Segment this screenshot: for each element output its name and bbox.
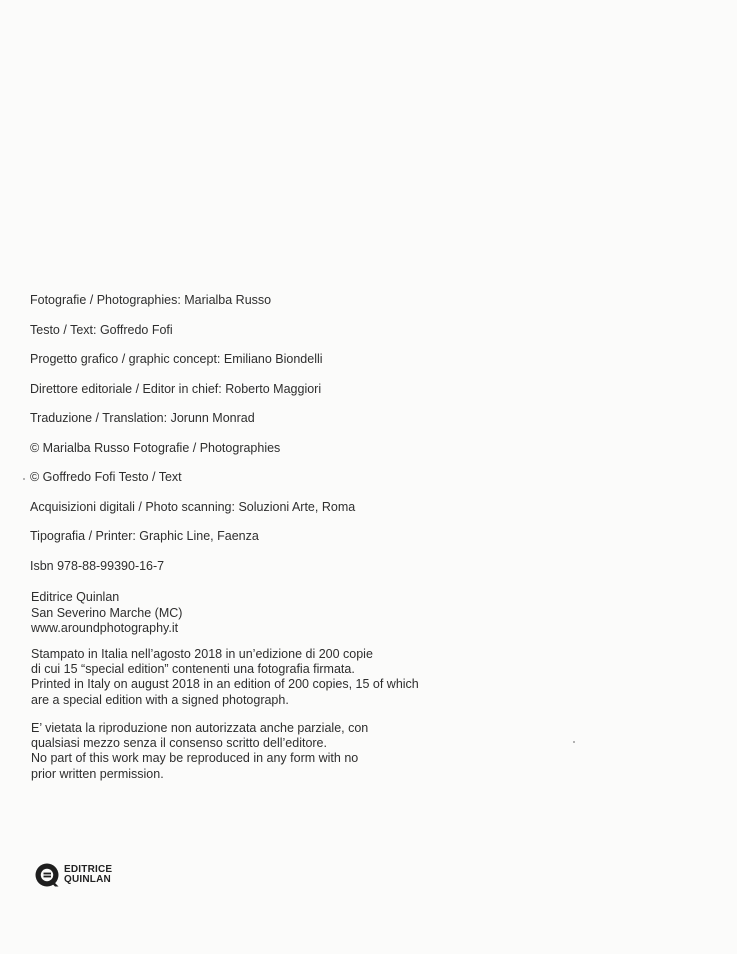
- credit-photo-scanning: Acquisizioni digitali / Photo scanning: Soluzioni Arte, Roma: [30, 499, 356, 514]
- credit-editor-in-chief: Direttore editoriale / Editor in chief: Roberto Maggiori: [30, 381, 322, 396]
- eq-monogram-icon: [34, 862, 60, 888]
- copyright-photographies: © Marialba Russo Fotografie / Photographies: [30, 440, 281, 455]
- rights-note-line: E’ vietata la riproduzione non autorizzata anche parziale, con: [31, 721, 369, 735]
- scan-speck: [573, 741, 575, 743]
- rights-note-line: prior written permission.: [31, 766, 164, 781]
- credits-list: [30, 291, 590, 586]
- scan-speck: [23, 478, 25, 480]
- publisher-info: [31, 590, 182, 637]
- publisher-city: San Severino Marche (MC): [31, 605, 183, 620]
- credit-graphic-concept: Progetto grafico / graphic concept: Emiliano Biondelli: [30, 352, 323, 366]
- logo-wordmark: [64, 865, 112, 885]
- publisher-logo: [34, 862, 112, 888]
- logo-line-2: QUINLAN: [64, 874, 111, 885]
- credit-translation: Traduzione / Translation: Jorunn Monrad: [30, 411, 255, 425]
- credit-photographies: Fotografie / Photographies: Marialba Russo: [30, 293, 272, 307]
- credit-text: Testo / Text: Goffredo Fofi: [30, 322, 173, 337]
- rights-note: [31, 721, 368, 782]
- isbn: Isbn 978-88-99390-16-7: [30, 558, 165, 573]
- edition-note-line: Stampato in Italia nell’agosto 2018 in un’edizione di 200 copie: [31, 647, 373, 661]
- publisher-name: Editrice Quinlan: [31, 590, 120, 604]
- edition-note-line: Printed in Italy on august 2018 in an edition of 200 copies, 15 of which: [31, 677, 419, 692]
- rights-note-line: qualsiasi mezzo senza il consenso scritto dell’editore.: [31, 736, 327, 751]
- copyright-text: © Goffredo Fofi Testo / Text: [30, 470, 182, 484]
- rights-note-line: No part of this work may be reproduced in any form with no: [31, 751, 359, 766]
- publisher-website: www.aroundphotography.it: [31, 621, 179, 635]
- edition-note-line: di cui 15 “special edition” contenenti una fotografia firmata.: [31, 662, 355, 677]
- edition-note-line: are a special edition with a signed photograph.: [31, 692, 289, 707]
- logo-line-1: EDITRICE: [64, 864, 113, 875]
- credit-printer: Tipografia / Printer: Graphic Line, Faenza: [30, 529, 259, 543]
- edition-note: [31, 647, 419, 708]
